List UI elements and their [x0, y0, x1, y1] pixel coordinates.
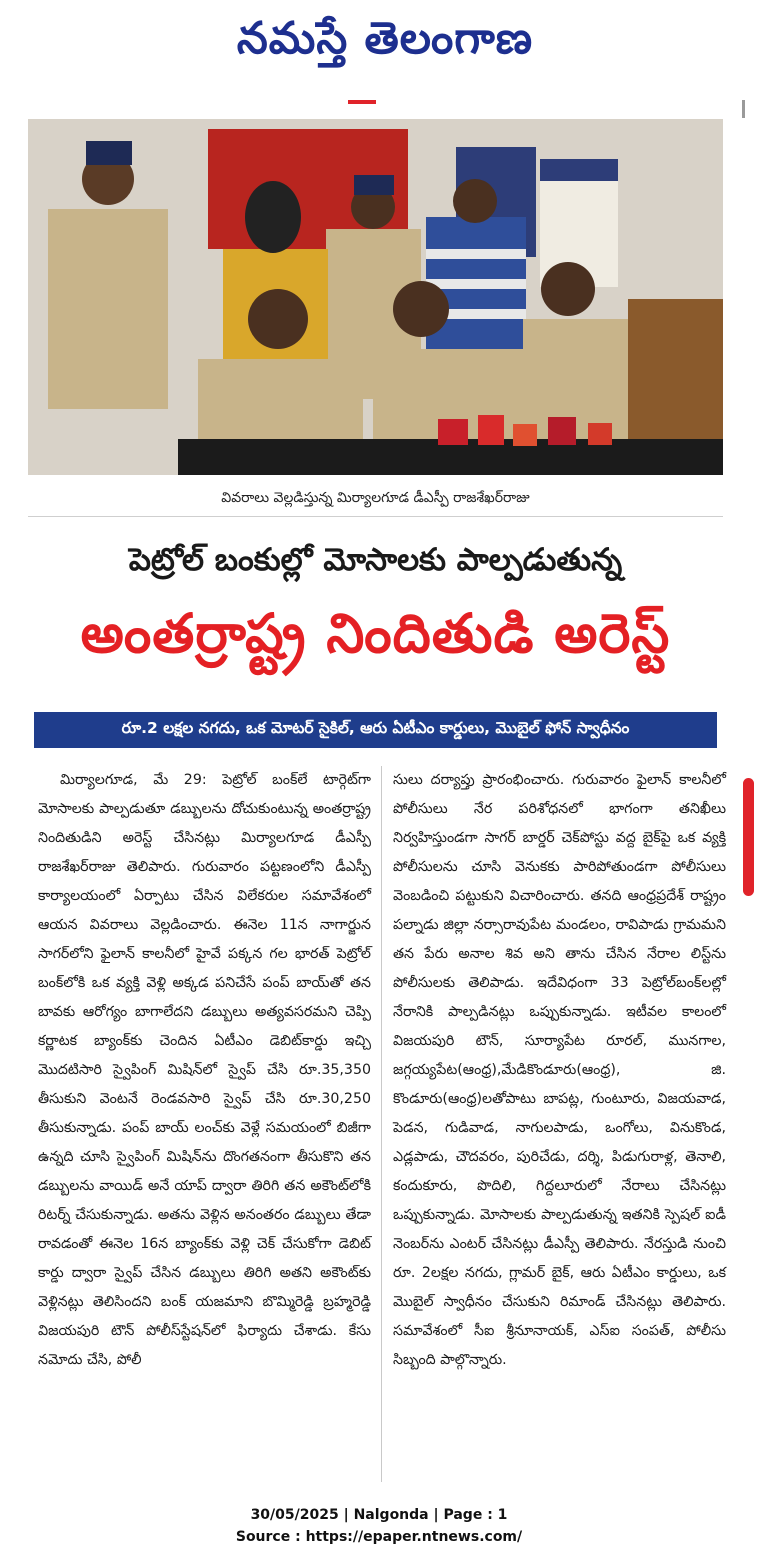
- article-column-left: మిర్యాలగూడ, మే 29: పెట్రోల్ బంక్‌లే టార్గెట్‌గా మోసాలకు పాల్పడుతూ డబ్బులను దోచుకుంటున్న అంతర్రాష్ట్ర నిందితుడిని అరెస్ట్ చేసినట్లు మిర్యాలగూడ డీఎస్పీ రాజశేఖర్‌రాజు తెలిపారు. గురువారం పట్టణంలోని డీఎస్పీ కార్యాలయంలో ఏర్పాటు చేసిన విలేకరుల సమావేశంలో ఆయన వివరాలు వెల్లడించారు. ఈనెల 11న నాగార్జున సాగర్‌లోని ఫైలాన్ కాలనీలో హైవే పక్కన గల భారత్ పెట్రోల్ బంక్‌లోకి ఒక వ్యక్తి వెళ్లి అక్కడ పనిచేసే పంప్ బాయ్‌తో తన బావకు ఆరోగ్యం బాగాలేదని డబ్బులు అత్యవసరమని చెప్పి కర్ణాటక బ్యాంక్‌కు చెందిన ఏటీఎం డెబిట్‌కార్డు ఇచ్చి మొదటిసారి స్వైపింగ్ మిషిన్‌లో స్వైప్ చేసి రూ.35,350 తీసుకుని వెంటనే రెండవసారి స్వైప్ చేసి రూ.30,250 తీసుకున్నాడు. పంప్ బాయ్ లంచ్‌కు వెళ్లే సమయంలో బిజీగా ఉన్నది చూసి స్వైపింగ్ మిషిన్‌ను దొంగతనంగా తీసుకొని తన డబ్బులను వాయిడ్ అనే యాప్ ద్వారా తిరిగి తన అకౌంట్‌లోకి రిటర్న్ చేసుకున్నాడు. అతను వెళ్లిన అనంతరం డబ్బులు తేడా రావడంతో ఈనెల 16న బ్యాంక్‌కు వెళ్లి చెక్ చేసుకోగా డెబిట్ కార్డు ద్వారా స్వైప్ చేసిన డబ్బులు తిరిగి అతని అకౌంట్‌కు వెళ్లినట్లు తెలిసిందని బంక్ యజమాని బొమ్మిరెడ్డి బ్రహ్మరెడ్డి విజయపురి టౌన్ పోలీస్‌స్టేషన్‌లో ఫిర్యాదు చేశాడు. కేసు నమోదు చేసి, పోలీ: [38, 772, 371, 1368]
- article-headline: అంతర్రాష్ట్ర నిందితుడి అరెస్ట్: [80, 601, 671, 665]
- press-conference-photo: [28, 119, 723, 475]
- column-divider: [381, 766, 382, 1482]
- page-edge-mark: [742, 100, 745, 118]
- masthead-accent-mark: [348, 100, 376, 104]
- seized-items-banner: రూ.2 లక్షల నగదు, ఒక మోటర్ సైకిల్, ఆరు ఏటీఎం కార్డులు, మొబైల్ ఫోన్ స్వాధీనం: [34, 712, 717, 748]
- article-column-right: సులు దర్యాప్తు ప్రారంభించారు. గురువారం ఫైలాన్ కాలనీలో పోలీసులు నేర పరిశోధనలో భాగంగా తనిఖీలు నిర్వహిస్తుండగా సాగర్ బార్డర్ చెక్‌పోస్టు వద్ద బైక్‌పై ఒక వ్యక్తి పోలీసులను చూసి వెనుకకు పారిపోతుండగా పోలీసులు వెంబడించి పట్టుకుని విచారించారు. తనది ఆంధ్రప్రదేశ్ రాష్ట్రం పల్నాడు జిల్లా నర్సారావుపేట మండలం, రావిపాడు గ్రామమని తన పేరు అనాల శివ అని తాను చేసిన నేరాల లిస్ట్‌ను పోలీసులకు తెలిపాడు. ఇదేవిధంగా 33 పెట్రోల్‌బంక్‌లల్లో నేరానికి పాల్పడినట్లు ఒప్పుకున్నాడు. ఇటీవల కాలంలో విజయపురి టౌన్, సూర్యాపేట రూరల్, మునగాల, జగ్గయ్యపేట(ఆంధ్ర),మేడికొండూరు(ఆంధ్ర), జి. కొండూరు(ఆంధ్ర)లతోపాటు బాపట్ల, గుంటూరు, విజయవాడ, పెడన, గుడివాడ, నాగులపాడు, ఒంగోలు, వినుకొండ, ఎడ్లపాడు, చౌదవరం, పురిచేడు, దర్శి, పిడుగురాళ్ల, తెనాలి, కందుకూరు, పొదిలి, గిద్దలూరులో నేరాలు చేసినట్లు ఒప్పుకున్నాడు. మోసాలకు పాల్పడుతున్న ఇతనికి స్పెషల్ ఐడీ నెంబర్‌ను ఎంటర్ చేసినట్లు డీఎస్పీ తెలిపారు. నేరస్తుడి నుంచి రూ. 2లక్షల నగదు, గ్లామర్ బైక్, ఆరు ఏటీఎం కార్డులు, ఒక మొబైల్ స్వాధీనం చేసుకుని రిమాండ్ చేసినట్లు తెలిపారు. సమావేశంలో సీఐ శ్రీనూనాయక్, ఎస్ఐ సంపత్, పోలీసు సిబ్బంది పాల్గొన్నారు.: [393, 772, 726, 1368]
- scroll-indicator[interactable]: [743, 778, 754, 896]
- newspaper-masthead: నమస్తే తెలంగాణ: [236, 13, 534, 64]
- photo-caption: వివరాలు వెల్లడిస్తున్న మిర్యాలగూడ డీఎస్పీ రాజశేఖర్‌రాజు: [28, 482, 723, 517]
- press-photo-illustration: [28, 119, 723, 475]
- footer-date-edition: 30/05/2025 | Nalgonda | Page : 1: [250, 1507, 508, 1523]
- article-subheadline: పెట్రోల్ బంకుల్లో మోసాలకు పాల్పడుతున్న: [128, 541, 623, 578]
- footer-source-link[interactable]: Source : https://epaper.ntnews.com/: [235, 1529, 523, 1545]
- page-footer: [0, 1504, 758, 1548]
